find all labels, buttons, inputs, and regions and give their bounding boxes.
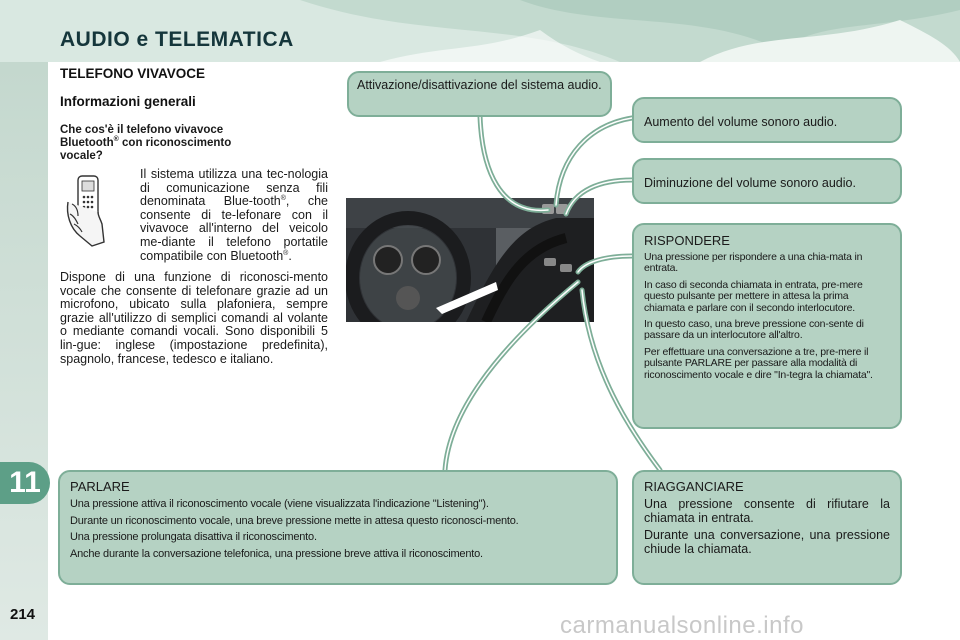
callout-answer xyxy=(632,223,902,429)
subsection-title: Informazioni generali xyxy=(60,94,196,109)
callout-talk-item: Anche durante la conversazione telefonica, una pressione breve attiva il riconoscimento. xyxy=(70,547,483,560)
callout-hangup-item: Durante una conversazione, una pressione chiude la chiamata. xyxy=(644,528,890,556)
callout-talk xyxy=(58,470,618,585)
registered-mark: ® xyxy=(113,136,119,144)
callout-answer-item: In caso di seconda chiamata in entrata, pre-mere questo pulsante per mettere in attesa la prima chiamata e parlare con il secondo interlocutore. xyxy=(644,278,863,314)
callout-volume-down xyxy=(632,158,902,204)
question-line-1: Che cos'è il telefono vivavoce xyxy=(60,124,224,136)
callout-answer-item: Una pressione per rispondere a una chia-mata in entrata. xyxy=(644,251,863,275)
intro-text-1: Il sistema utilizza una tec-nologia di comunicazione senza fili denominata Blue-tooth xyxy=(140,167,328,209)
chapter-tab: 11 xyxy=(0,462,50,504)
intro-text-3: . xyxy=(288,248,292,263)
callout-talk-item: Una pressione prolungata disattiva il riconoscimento. xyxy=(70,531,317,544)
registered-mark: ® xyxy=(280,195,286,203)
callout-hangup-title: RIAGGANCIARE xyxy=(644,479,744,494)
callout-talk-title: PARLARE xyxy=(70,479,130,494)
page-number: 214 xyxy=(10,606,36,623)
question-line-3: vocale? xyxy=(60,150,103,162)
callout-hangup xyxy=(632,470,902,585)
body-paragraph: Dispone di una funzione di riconosci-mento vocale che consente di telefonare grazie ad un microfono, ubicato sulla plafoniera, sempre grazie all'utilizzo di semplici comandi al volante o mediante comandi vocali. Sono disponibili 5 lin-gue: inglese (impostazione predefinita), spagnolo, francese, tedesco e italiano. xyxy=(60,270,328,366)
section-title: TELEFONO VIVAVOCE xyxy=(60,66,206,81)
callout-talk-item: Una pressione attiva il riconoscimento vocale (viene visualizzata l'indicazione "Listening"). xyxy=(70,498,489,510)
callout-hangup-item: Una pressione consente di rifiutare la chiamata in entrata. xyxy=(644,497,890,525)
callout-volume-down-text: Diminuzione del volume sonoro audio. xyxy=(644,176,856,190)
page-header-title: AUDIO e TELEMATICA xyxy=(60,28,294,51)
callout-audio-toggle-text: Attivazione/disattivazione del sistema audio. xyxy=(357,78,602,92)
registered-mark: ® xyxy=(283,249,289,257)
watermark: carmanualsonline.info xyxy=(560,612,804,639)
callout-volume-up-text: Aumento del volume sonoro audio. xyxy=(644,115,838,129)
intro-text-2: , che consente di te-lefonare con il vivavoce all'interno del veicolo me-diante il telefono portatile compatibile con Bluetooth xyxy=(140,194,328,263)
callout-answer-item: In questo caso, una breve pressione con-sente di passare da un interlocutore all'altro. xyxy=(644,318,864,342)
question-bluetooth: Bluetooth xyxy=(60,137,114,149)
callout-answer-title: RISPONDERE xyxy=(644,233,730,248)
callout-answer-item: Per effettuare una conversazione a tre, pre-mere il pulsante PARLARE per passare alla modalità di riconoscimento vocale e dire "In-tegra la chiamata". xyxy=(644,345,873,381)
callout-volume-up xyxy=(632,97,902,143)
question-suffix: con riconoscimento xyxy=(118,137,232,149)
callout-audio-toggle xyxy=(347,71,612,117)
callout-talk-item: Durante un riconoscimento vocale, una breve pressione mette in attesa questo riconosci-mento. xyxy=(70,514,519,527)
